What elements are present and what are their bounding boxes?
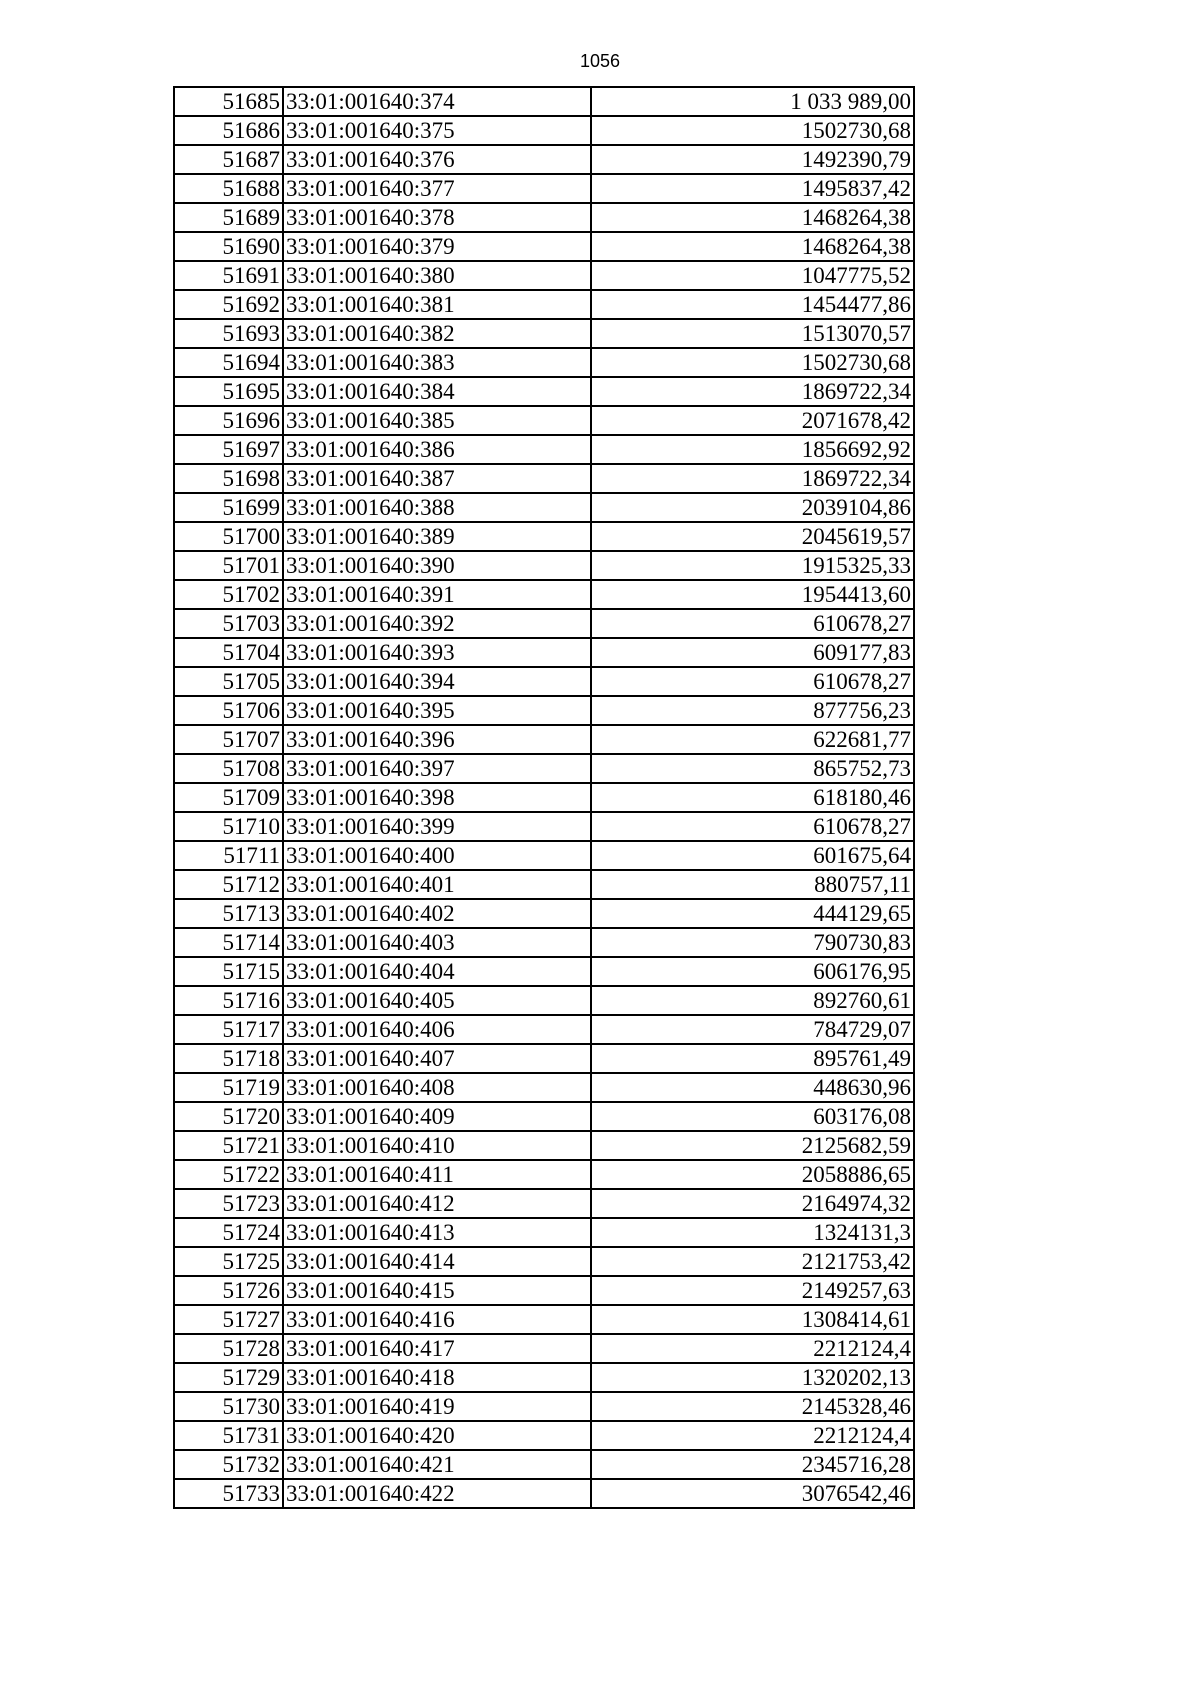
table-row — [174, 1276, 914, 1305]
row-number-cell: 51689 — [174, 203, 283, 232]
table-row — [174, 377, 914, 406]
cadastral-number-cell: 33:01:001640:403 — [283, 928, 591, 957]
table-row — [174, 319, 914, 348]
row-number-cell: 51699 — [174, 493, 283, 522]
cadastral-value-cell: 1492390,79 — [591, 145, 914, 174]
table-row — [174, 899, 914, 928]
table-row — [174, 1421, 914, 1450]
table-row — [174, 1044, 914, 1073]
cadastral-value-cell: 1954413,60 — [591, 580, 914, 609]
table-row — [174, 1392, 914, 1421]
cadastral-value-cell: 610678,27 — [591, 812, 914, 841]
cadastral-value-cell: 877756,23 — [591, 696, 914, 725]
row-number-cell: 51706 — [174, 696, 283, 725]
row-number-cell: 51720 — [174, 1102, 283, 1131]
table-row — [174, 1073, 914, 1102]
table-row — [174, 986, 914, 1015]
table-row — [174, 261, 914, 290]
row-number-cell: 51691 — [174, 261, 283, 290]
row-number-cell: 51711 — [174, 841, 283, 870]
cadastral-value-cell: 2149257,63 — [591, 1276, 914, 1305]
cadastral-number-cell: 33:01:001640:422 — [283, 1479, 591, 1508]
cadastral-value-cell: 618180,46 — [591, 783, 914, 812]
cadastral-number-cell: 33:01:001640:413 — [283, 1218, 591, 1247]
cadastral-number-cell: 33:01:001640:417 — [283, 1334, 591, 1363]
cadastral-value-cell: 1869722,34 — [591, 464, 914, 493]
cadastral-number-cell: 33:01:001640:414 — [283, 1247, 591, 1276]
row-number-cell: 51688 — [174, 174, 283, 203]
table-row — [174, 174, 914, 203]
cadastral-number-cell: 33:01:001640:387 — [283, 464, 591, 493]
row-number-cell: 51728 — [174, 1334, 283, 1363]
table-row — [174, 551, 914, 580]
table-row — [174, 232, 914, 261]
row-number-cell: 51693 — [174, 319, 283, 348]
row-number-cell: 51719 — [174, 1073, 283, 1102]
table-row — [174, 1218, 914, 1247]
table-row — [174, 841, 914, 870]
cadastral-number-cell: 33:01:001640:380 — [283, 261, 591, 290]
cadastral-value-cell: 2058886,65 — [591, 1160, 914, 1189]
table-row — [174, 1479, 914, 1508]
row-number-cell: 51686 — [174, 116, 283, 145]
row-number-cell: 51692 — [174, 290, 283, 319]
table-row — [174, 783, 914, 812]
cadastral-number-cell: 33:01:001640:374 — [283, 87, 591, 116]
row-number-cell: 51724 — [174, 1218, 283, 1247]
row-number-cell: 51729 — [174, 1363, 283, 1392]
row-number-cell: 51695 — [174, 377, 283, 406]
cadastral-value-cell: 880757,11 — [591, 870, 914, 899]
cadastral-value-cell: 601675,64 — [591, 841, 914, 870]
cadastral-value-cell: 1468264,38 — [591, 203, 914, 232]
table-row — [174, 754, 914, 783]
cadastral-value-cell: 2071678,42 — [591, 406, 914, 435]
row-number-cell: 51714 — [174, 928, 283, 957]
cadastral-value-cell: 622681,77 — [591, 725, 914, 754]
cadastral-number-cell: 33:01:001640:406 — [283, 1015, 591, 1044]
row-number-cell: 51687 — [174, 145, 283, 174]
cadastral-value-cell: 444129,65 — [591, 899, 914, 928]
row-number-cell: 51704 — [174, 638, 283, 667]
cadastral-number-cell: 33:01:001640:404 — [283, 957, 591, 986]
cadastral-value-cell: 2345716,28 — [591, 1450, 914, 1479]
cadastral-number-cell: 33:01:001640:375 — [283, 116, 591, 145]
table-row — [174, 1102, 914, 1131]
row-number-cell: 51727 — [174, 1305, 283, 1334]
table-row — [174, 348, 914, 377]
table-row — [174, 493, 914, 522]
cadastral-value-cell: 2212124,4 — [591, 1421, 914, 1450]
table-row — [174, 609, 914, 638]
row-number-cell: 51722 — [174, 1160, 283, 1189]
table-row — [174, 696, 914, 725]
row-number-cell: 51721 — [174, 1131, 283, 1160]
table-row — [174, 145, 914, 174]
cadastral-number-cell: 33:01:001640:408 — [283, 1073, 591, 1102]
cadastral-number-cell: 33:01:001640:401 — [283, 870, 591, 899]
table-row — [174, 435, 914, 464]
cadastral-number-cell: 33:01:001640:385 — [283, 406, 591, 435]
cadastral-number-cell: 33:01:001640:394 — [283, 667, 591, 696]
table-row — [174, 1160, 914, 1189]
cadastral-value-cell: 1502730,68 — [591, 116, 914, 145]
cadastral-value-cell: 1495837,42 — [591, 174, 914, 203]
cadastral-number-cell: 33:01:001640:419 — [283, 1392, 591, 1421]
row-number-cell: 51708 — [174, 754, 283, 783]
cadastral-number-cell: 33:01:001640:392 — [283, 609, 591, 638]
table-row — [174, 638, 914, 667]
table-row — [174, 870, 914, 899]
cadastral-number-cell: 33:01:001640:421 — [283, 1450, 591, 1479]
row-number-cell: 51701 — [174, 551, 283, 580]
cadastral-number-cell: 33:01:001640:382 — [283, 319, 591, 348]
cadastral-number-cell: 33:01:001640:410 — [283, 1131, 591, 1160]
cadastral-number-cell: 33:01:001640:390 — [283, 551, 591, 580]
cadastral-value-cell: 892760,61 — [591, 986, 914, 1015]
cadastral-value-cell: 1 033 989,00 — [591, 87, 914, 116]
row-number-cell: 51700 — [174, 522, 283, 551]
cadastral-number-cell: 33:01:001640:420 — [283, 1421, 591, 1450]
row-number-cell: 51715 — [174, 957, 283, 986]
table-row — [174, 667, 914, 696]
row-number-cell: 51696 — [174, 406, 283, 435]
cadastral-number-cell: 33:01:001640:376 — [283, 145, 591, 174]
row-number-cell: 51732 — [174, 1450, 283, 1479]
table-row — [174, 812, 914, 841]
table-row — [174, 1363, 914, 1392]
row-number-cell: 51730 — [174, 1392, 283, 1421]
cadastral-value-cell: 603176,08 — [591, 1102, 914, 1131]
cadastral-number-cell: 33:01:001640:379 — [283, 232, 591, 261]
cadastral-value-cell: 895761,49 — [591, 1044, 914, 1073]
cadastral-number-cell: 33:01:001640:395 — [283, 696, 591, 725]
row-number-cell: 51733 — [174, 1479, 283, 1508]
table-row — [174, 1131, 914, 1160]
cadastral-number-cell: 33:01:001640:391 — [283, 580, 591, 609]
cadastral-value-cell: 1468264,38 — [591, 232, 914, 261]
table-row — [174, 464, 914, 493]
page-number: 1056 — [579, 51, 621, 71]
table-row — [174, 725, 914, 754]
table-row — [174, 87, 914, 116]
cadastral-number-cell: 33:01:001640:402 — [283, 899, 591, 928]
row-number-cell: 51698 — [174, 464, 283, 493]
cadastral-number-cell: 33:01:001640:416 — [283, 1305, 591, 1334]
cadastral-value-cell: 1869722,34 — [591, 377, 914, 406]
cadastral-value-cell: 2039104,86 — [591, 493, 914, 522]
table-row — [174, 1305, 914, 1334]
table-row — [174, 203, 914, 232]
cadastral-value-cell: 1324131,3 — [591, 1218, 914, 1247]
cadastral-value-cell: 1308414,61 — [591, 1305, 914, 1334]
cadastral-value-cell: 610678,27 — [591, 609, 914, 638]
cadastral-number-cell: 33:01:001640:411 — [283, 1160, 591, 1189]
registry-table — [173, 86, 915, 1509]
cadastral-value-cell: 1915325,33 — [591, 551, 914, 580]
cadastral-value-cell: 2121753,42 — [591, 1247, 914, 1276]
cadastral-value-cell: 610678,27 — [591, 667, 914, 696]
cadastral-number-cell: 33:01:001640:418 — [283, 1363, 591, 1392]
table-row — [174, 1015, 914, 1044]
table-row — [174, 116, 914, 145]
table-row — [174, 522, 914, 551]
cadastral-value-cell: 609177,83 — [591, 638, 914, 667]
cadastral-number-cell: 33:01:001640:398 — [283, 783, 591, 812]
cadastral-value-cell: 3076542,46 — [591, 1479, 914, 1508]
cadastral-number-cell: 33:01:001640:378 — [283, 203, 591, 232]
cadastral-number-cell: 33:01:001640:405 — [283, 986, 591, 1015]
table-row — [174, 580, 914, 609]
cadastral-number-cell: 33:01:001640:383 — [283, 348, 591, 377]
cadastral-number-cell: 33:01:001640:386 — [283, 435, 591, 464]
cadastral-number-cell: 33:01:001640:393 — [283, 638, 591, 667]
row-number-cell: 51707 — [174, 725, 283, 754]
registry-table-body — [174, 87, 914, 1508]
cadastral-number-cell: 33:01:001640:399 — [283, 812, 591, 841]
cadastral-value-cell: 1502730,68 — [591, 348, 914, 377]
cadastral-number-cell: 33:01:001640:396 — [283, 725, 591, 754]
table-row — [174, 928, 914, 957]
cadastral-number-cell: 33:01:001640:388 — [283, 493, 591, 522]
row-number-cell: 51718 — [174, 1044, 283, 1073]
cadastral-value-cell: 865752,73 — [591, 754, 914, 783]
cadastral-number-cell: 33:01:001640:400 — [283, 841, 591, 870]
cadastral-value-cell: 2145328,46 — [591, 1392, 914, 1421]
row-number-cell: 51723 — [174, 1189, 283, 1218]
cadastral-number-cell: 33:01:001640:407 — [283, 1044, 591, 1073]
cadastral-value-cell: 1320202,13 — [591, 1363, 914, 1392]
cadastral-value-cell: 784729,07 — [591, 1015, 914, 1044]
cadastral-value-cell: 2212124,4 — [591, 1334, 914, 1363]
row-number-cell: 51702 — [174, 580, 283, 609]
row-number-cell: 51690 — [174, 232, 283, 261]
cadastral-value-cell: 2125682,59 — [591, 1131, 914, 1160]
cadastral-number-cell: 33:01:001640:377 — [283, 174, 591, 203]
row-number-cell: 51709 — [174, 783, 283, 812]
cadastral-value-cell: 1856692,92 — [591, 435, 914, 464]
table-row — [174, 1450, 914, 1479]
row-number-cell: 51703 — [174, 609, 283, 638]
cadastral-number-cell: 33:01:001640:389 — [283, 522, 591, 551]
table-row — [174, 406, 914, 435]
row-number-cell: 51697 — [174, 435, 283, 464]
cadastral-number-cell: 33:01:001640:397 — [283, 754, 591, 783]
row-number-cell: 51717 — [174, 1015, 283, 1044]
row-number-cell: 51725 — [174, 1247, 283, 1276]
row-number-cell: 51705 — [174, 667, 283, 696]
row-number-cell: 51712 — [174, 870, 283, 899]
row-number-cell: 51694 — [174, 348, 283, 377]
row-number-cell: 51713 — [174, 899, 283, 928]
table-row — [174, 957, 914, 986]
cadastral-value-cell: 2045619,57 — [591, 522, 914, 551]
cadastral-value-cell: 1047775,52 — [591, 261, 914, 290]
row-number-cell: 51726 — [174, 1276, 283, 1305]
cadastral-value-cell: 2164974,32 — [591, 1189, 914, 1218]
cadastral-value-cell: 606176,95 — [591, 957, 914, 986]
cadastral-value-cell: 448630,96 — [591, 1073, 914, 1102]
row-number-cell: 51731 — [174, 1421, 283, 1450]
table-row — [174, 290, 914, 319]
cadastral-number-cell: 33:01:001640:415 — [283, 1276, 591, 1305]
row-number-cell: 51710 — [174, 812, 283, 841]
cadastral-number-cell: 33:01:001640:412 — [283, 1189, 591, 1218]
row-number-cell: 51685 — [174, 87, 283, 116]
cadastral-number-cell: 33:01:001640:381 — [283, 290, 591, 319]
table-row — [174, 1247, 914, 1276]
row-number-cell: 51716 — [174, 986, 283, 1015]
cadastral-number-cell: 33:01:001640:409 — [283, 1102, 591, 1131]
table-row — [174, 1189, 914, 1218]
cadastral-value-cell: 790730,83 — [591, 928, 914, 957]
cadastral-value-cell: 1513070,57 — [591, 319, 914, 348]
cadastral-number-cell: 33:01:001640:384 — [283, 377, 591, 406]
table-row — [174, 1334, 914, 1363]
cadastral-value-cell: 1454477,86 — [591, 290, 914, 319]
